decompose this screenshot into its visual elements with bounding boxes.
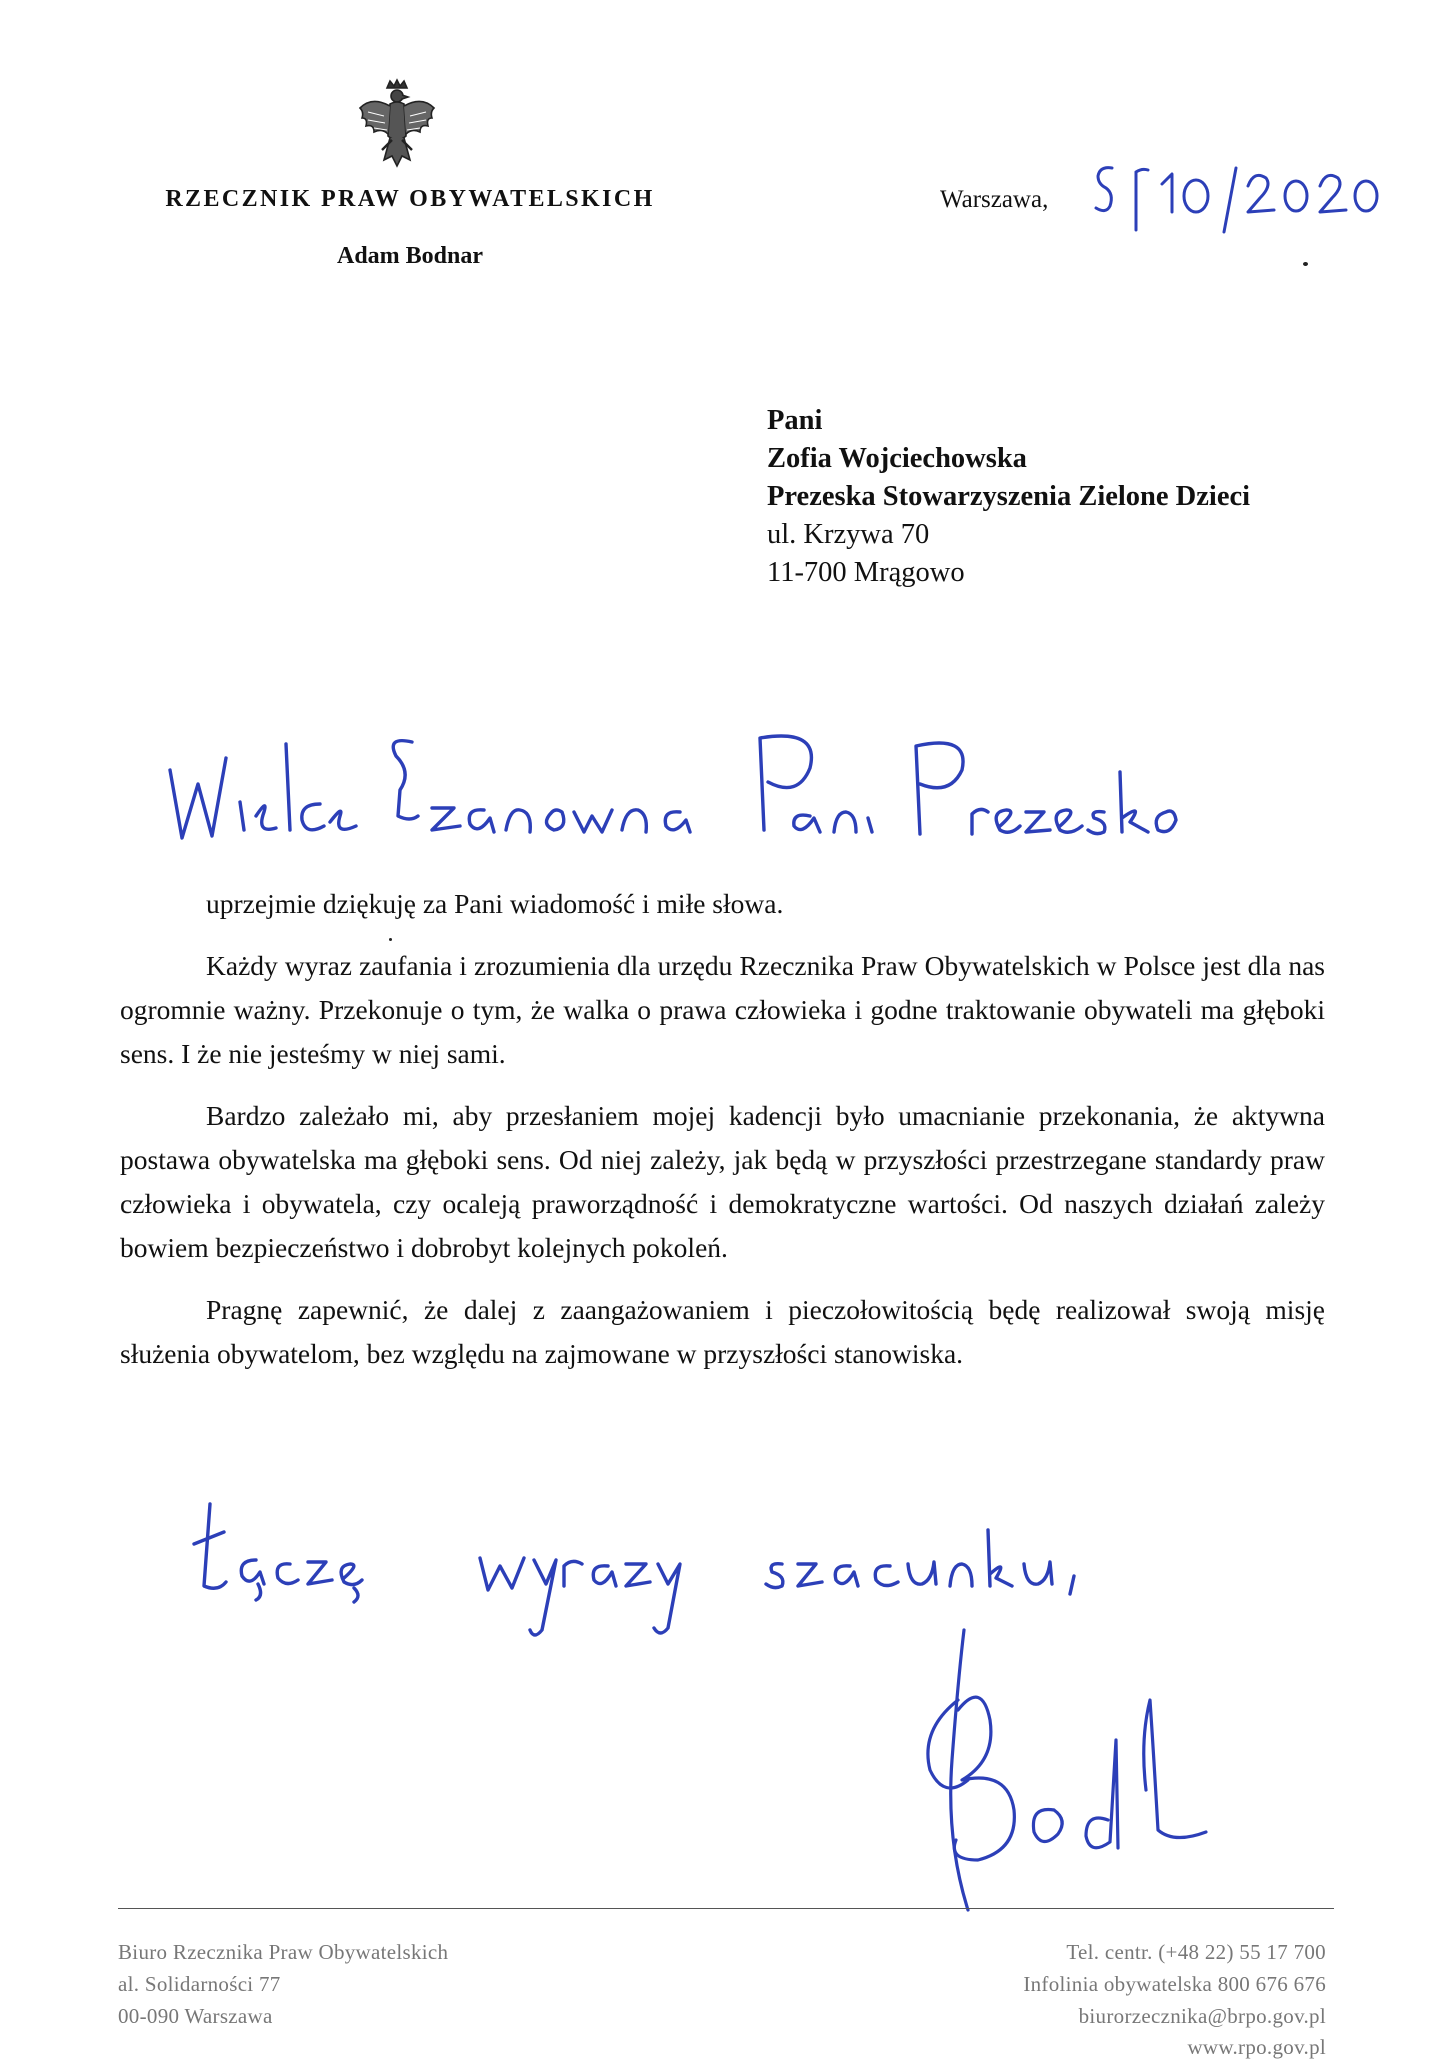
footer-hotline: Infolinia obywatelska 800 676 676 (1023, 1972, 1326, 1996)
recipient-street: ul. Krzywa 70 (767, 519, 930, 550)
recipient-name: Zofia Wojciechowska (767, 443, 1027, 474)
recipient-salutation: Pani (767, 405, 823, 436)
signature-icon (918, 1620, 1218, 1920)
polish-eagle-emblem-icon (354, 78, 440, 178)
ombudsman-name: Adam Bodnar (336, 243, 484, 269)
recipient-city: 11-700 Mrągowo (767, 557, 965, 588)
ink-speck (389, 938, 392, 941)
footer-office-name: Biuro Rzecznika Praw Obywatelskich (118, 1940, 449, 1964)
handwritten-date (1092, 154, 1382, 244)
footer-divider (118, 1908, 1334, 1909)
footer-website: www.rpo.gov.pl (1187, 2035, 1326, 2059)
office-title: RZECZNIK PRAW OBYWATELSKICH (165, 186, 655, 212)
footer-phone: Tel. centr. (+48 22) 55 17 700 (1066, 1940, 1326, 1964)
body-paragraph: uprzejmie dziękuję za Pani wiadomość i miłe słowa. (206, 888, 784, 919)
footer-street: al. Solidarności 77 (118, 1972, 281, 1996)
body-paragraph: Każdy wyraz zaufania i zrozumienia dla urzędu Rzecznika Praw Obywatelskich w Polsce jest dla nas ogromnie ważny. Przekonuje o tym, że walka o prawa człowieka i godne traktowanie obywateli ma głęboki sens. I że nie jesteśmy w niej sami. (120, 950, 1325, 1069)
handwritten-closing (190, 1480, 1110, 1640)
ink-speck (1303, 262, 1308, 266)
letter-place-label: Warszawa, (940, 186, 1049, 213)
footer-email: biurorzecznika@brpo.gov.pl (1078, 2004, 1326, 2028)
body-paragraph: Bardzo zależało mi, aby przesłaniem mojej kadencji było umacnianie przekonania, że aktywna postawa obywatelska ma głęboki sens. Od niej zależy, jak będą w przyszłości przestrzegane standardy praw człowieka i obywatela, czy ocaleją praworządność i demokratyczne wartości. Od naszych działań zależy bowiem bezpieczeństwo i dobrobyt kolejnych pokoleń. (120, 1100, 1325, 1263)
letter-body (120, 882, 1325, 1394)
footer-postal-city: 00-090 Warszawa (118, 2004, 273, 2028)
handwritten-greeting (160, 712, 1180, 862)
body-paragraph: Pragnę zapewnić, że dalej z zaangażowaniem i pieczołowitością będę realizował swoją misję służenia obywatelom, bez względu na zajmowane w przyszłości stanowiska. (120, 1294, 1325, 1369)
recipient-title: Prezeska Stowarzyszenia Zielone Dzieci (767, 481, 1251, 512)
